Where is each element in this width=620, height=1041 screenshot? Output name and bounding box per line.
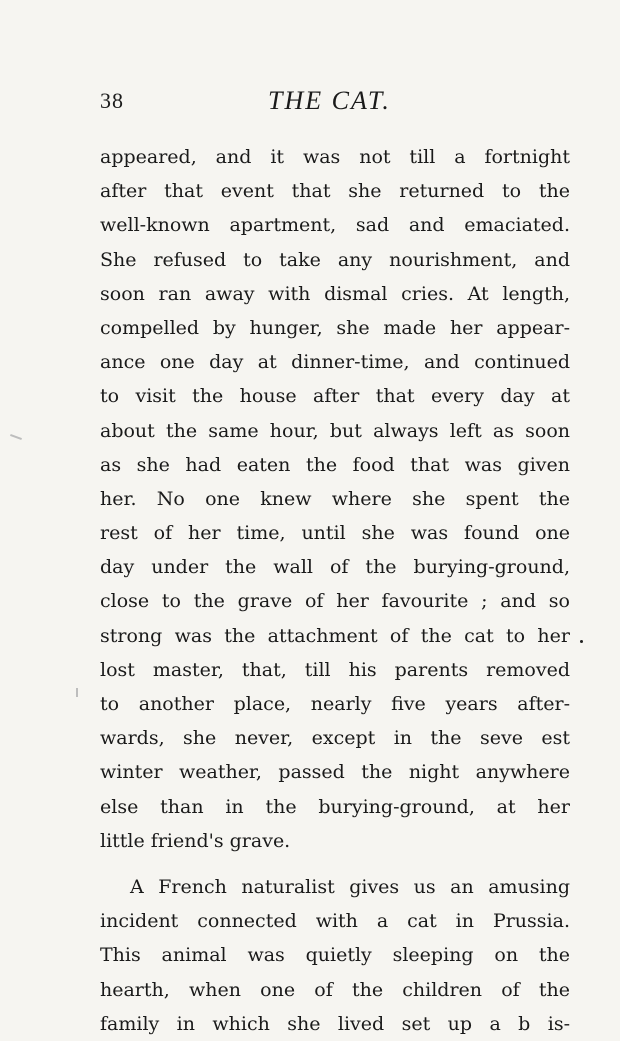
text-line: compelled by hunger, she made her appear- <box>100 316 570 339</box>
scan-mark <box>10 434 22 440</box>
page-header <box>100 86 570 122</box>
text-line: lost master, that, till his parents removed <box>100 658 570 681</box>
text-line: strong was the attachment of the cat to her <box>100 624 570 647</box>
text-line: to visit the house after that every day at <box>100 385 570 408</box>
text-line: close to the grave of her favourite ; and so <box>100 590 570 613</box>
text-line: This animal was quietly sleeping on the <box>100 944 570 967</box>
text-line: well-known apartment, sad and emaciated. <box>100 214 570 237</box>
paragraph <box>100 870 570 1041</box>
text-line: day under the wall of the burying-ground, <box>100 556 570 579</box>
body-text <box>100 140 570 1041</box>
page-number: 38 <box>100 88 124 113</box>
text-line: family in which she lived set up a b is- <box>100 1012 570 1035</box>
scan-mark <box>76 688 78 697</box>
text-line: to another place, nearly five years after- <box>100 693 570 715</box>
text-line: about the same hour, but always left as soon <box>100 419 570 442</box>
text-line: winter weather, passed the night anywhere <box>100 761 570 784</box>
text-line: else than in the burying-ground, at her <box>100 795 570 818</box>
text-line: hearth, when one of the children of the <box>100 978 570 1001</box>
text-line: wards, she never, except in the seve est <box>100 727 570 750</box>
running-title: THE CAT. <box>268 86 391 115</box>
text-line: soon ran away with dismal cries. At length, <box>100 282 570 305</box>
text-line: her. No one knew where she spent the <box>100 487 570 510</box>
text-line: as she had eaten the food that was given <box>100 453 570 476</box>
text-line: rest of her time, until she was found one <box>100 522 570 545</box>
text-line: after that event that she returned to the <box>100 180 570 203</box>
text-line: little friend's grave. <box>100 829 291 852</box>
text-line: A French naturalist gives us an amusing <box>130 875 570 898</box>
paragraph <box>100 140 570 858</box>
text-line: ance one day at dinner-time, and continued <box>100 351 570 374</box>
text-line: appeared, and it was not till a fortnight <box>100 146 570 168</box>
text-line: incident connected with a cat in Prussia. <box>100 910 570 933</box>
paragraph-gap <box>100 858 570 870</box>
scan-mark <box>580 640 583 643</box>
text-line: She refused to take any nourishment, and <box>100 248 570 271</box>
